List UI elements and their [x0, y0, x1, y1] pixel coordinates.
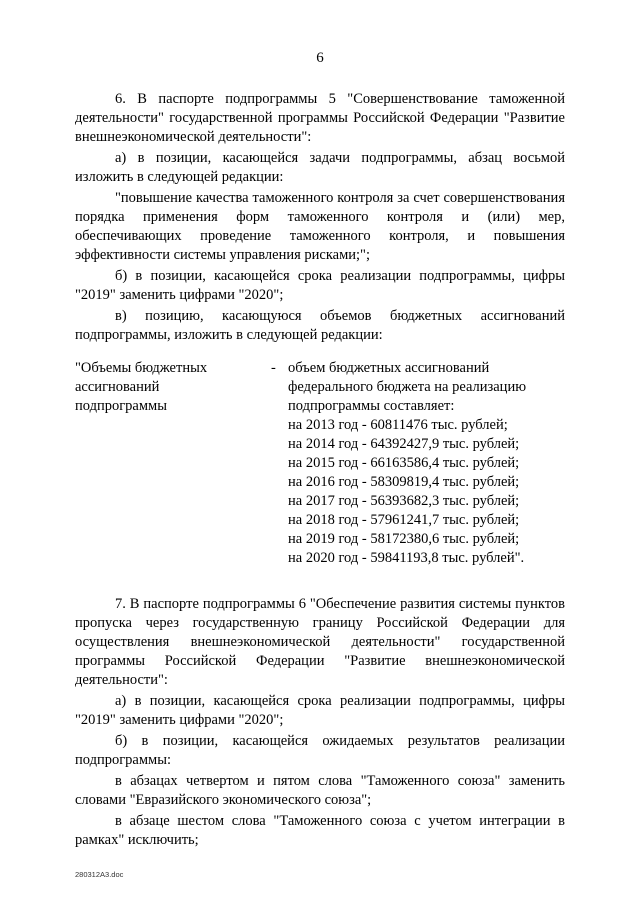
section-7-item-a: а) в позиции, касающейся срока реализации подпрограммы, цифры "2019" заменить цифрами "2020";	[75, 693, 565, 728]
section-6-item-a: а) в позиции, касающейся задачи подпрограммы, абзац восьмой изложить в следующей редакции:	[75, 150, 565, 185]
budget-table-intro: объем бюджетных ассигнований федерального бюджета на реализацию подпрограммы составляет:	[288, 360, 527, 414]
budget-line-2013: на 2013 год - 60811476 тыс. рублей;	[288, 417, 508, 433]
budget-line-2014: на 2014 год - 64392427,9 тыс. рублей;	[288, 436, 520, 452]
section-7-para-1: в абзацах четвертом и пятом слова "Таможенного союза" заменить словами "Евразийского экономического союза";	[75, 773, 565, 808]
budget-line-2015: на 2015 год - 66163586,4 тыс. рублей;	[288, 455, 520, 471]
budget-table	[75, 359, 565, 567]
document-body	[75, 90, 565, 850]
budget-line-2016: на 2016 год - 58309819,4 тыс. рублей;	[288, 474, 520, 490]
section-6-item-b: б) в позиции, касающейся срока реализации подпрограммы, цифры "2019" заменить цифрами "2020";	[75, 268, 565, 303]
budget-line-2018: на 2018 год - 57961241,7 тыс. рублей;	[288, 512, 520, 528]
budget-table-values	[288, 359, 565, 568]
budget-table-dash: -	[271, 360, 276, 376]
page-number: 6	[316, 50, 324, 66]
budget-line-2019: на 2019 год - 58172380,6 тыс. рублей;	[288, 531, 520, 547]
file-name-footer: 280312A3.doc	[75, 870, 124, 879]
section-7-item-b: б) в позиции, касающейся ожидаемых результатов реализации подпрограммы:	[75, 733, 565, 768]
section-6-intro: 6. В паспорте подпрограммы 5 "Совершенствование таможенной деятельности" государственной программы Российской Федерации "Развитие внешнеэкономической деятельности":	[75, 91, 565, 145]
section-6-quote: "повышение качества таможенного контроля за счет совершенствования порядка применения форм таможенного контроля и (или) мер, обеспечивающих проведение таможенного контроля, и повышения эффективности системы управления рисками;";	[75, 190, 565, 263]
section-6-item-c: в) позицию, касающуюся объемов бюджетных ассигнований подпрограммы, изложить в следующей редакции:	[75, 308, 565, 343]
budget-table-label: "Объемы бюджетных ассигнований подпрограммы	[75, 360, 208, 414]
section-7-intro: 7. В паспорте подпрограммы 6 "Обеспечение развития системы пунктов пропуска через государственную границу Российской Федерации для осуществления внешнеэкономической деятельности" государственной программы Российской Федерации "Развитие внешнеэкономической деятельности":	[75, 596, 565, 688]
budget-line-2017: на 2017 год - 56393682,3 тыс. рублей;	[288, 493, 520, 509]
budget-line-2020: на 2020 год - 59841193,8 тыс. рублей".	[288, 550, 525, 566]
section-7-para-2: в абзаце шестом слова "Таможенного союза с учетом интеграции в рамках" исключить;	[75, 813, 565, 848]
